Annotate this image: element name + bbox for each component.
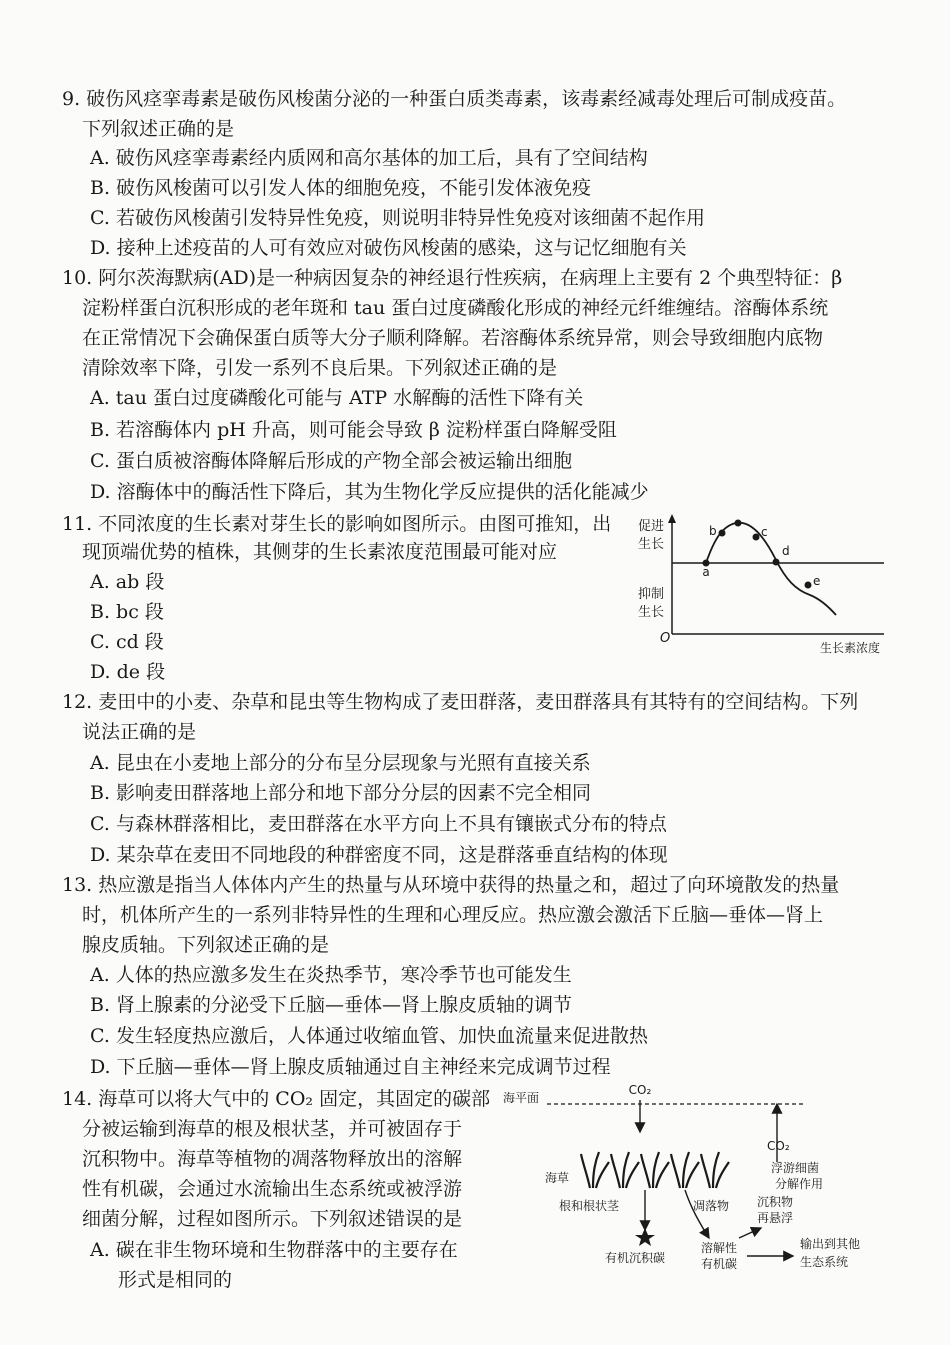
seagrass-plant-4 [671, 1152, 699, 1188]
graph-ylabel-promote-1: 促进 [638, 519, 665, 534]
q14-option-a-line1: A. 碳在非生物环境和生物群落中的主要存在 [90, 1239, 458, 1261]
q12-option-c: C. 与森林群落相比，麦田群落在水平方向上不具有镶嵌式分布的特点 [90, 813, 667, 835]
diagram-sea-level-label: 海平面 [503, 1091, 540, 1105]
diagram-bacteria-label-1: 浮游细菌 [771, 1161, 820, 1175]
diagram-doc-label-2: 有机碳 [701, 1257, 738, 1271]
diagram-roots-label: 根和根状茎 [559, 1199, 620, 1213]
q9-option-a: A. 破伤风痉挛毒素经内质网和高尔基体的加工后，具有了空间结构 [90, 147, 648, 169]
seagrass-carbon-diagram [495, 1080, 895, 1290]
q10-option-d: D. 溶酶体中的酶活性下降后，其为生物化学反应提供的活化能减少 [90, 481, 649, 503]
graph-point-peak [735, 520, 742, 527]
diagram-arrow-to-doc [685, 1190, 709, 1238]
q10-option-c: C. 蛋白质被溶酶体降解后形成的产物全部会被运输出细胞 [90, 450, 572, 472]
diagram-co2-top-label: CO₂ [628, 1083, 652, 1097]
q11-option-c: C. cd 段 [90, 631, 164, 653]
q14-option-a-line2: 形式是相同的 [118, 1269, 233, 1291]
q13-option-b: B. 肾上腺素的分泌受下丘脑—垂体—肾上腺皮质轴的调节 [90, 994, 573, 1016]
q12-stem-line1: 12. 麦田中的小麦、杂草和昆虫等生物构成了麦田群落，麦田群落具有其特有的空间结构。下列 [62, 691, 859, 713]
q11-option-b: B. bc 段 [90, 601, 164, 623]
graph-label-b: b [709, 524, 717, 538]
q11-option-a: A. ab 段 [90, 571, 165, 593]
diagram-seagrass-label: 海草 [545, 1171, 570, 1185]
q10-stem-line4: 清除效率下降，引发一系列不良后果。下列叙述正确的是 [82, 357, 558, 379]
q13-stem-line1: 13. 热应激是指当人体体内产生的热量与从环境中获得的热量之和，超过了向环境散发的热量 [62, 874, 840, 896]
seagrass-plant-5 [701, 1152, 729, 1188]
q10-stem-line1: 10. 阿尔茨海默病(AD)是一种病因复杂的神经退行性疾病，在病理上主要有 2 个典型特征：β [62, 267, 843, 289]
q10-stem-line3: 在正常情况下会确保蛋白质等大分子顺利降解。若溶酶体系统异常，则会导致细胞内底物 [82, 327, 824, 349]
graph-label-e: e [813, 574, 821, 588]
q14-stem-line1: 14. 海草可以将大气中的 CO₂ 固定，其固定的碳部 [62, 1088, 491, 1110]
graph-label-c: c [761, 525, 768, 539]
q13-option-d: D. 下丘脑—垂体—肾上腺皮质轴通过自主神经来完成调节过程 [90, 1056, 611, 1078]
diagram-resuspend-label-2: 再悬浮 [757, 1211, 794, 1225]
diagram-co2-right-label: CO₂ [767, 1139, 790, 1153]
q13-option-c: C. 发生轻度热应激后，人体通过收缩血管、加快血流量来促进散热 [90, 1025, 648, 1047]
diagram-organic-sediment-label: 有机沉积碳 [605, 1251, 666, 1265]
q12-option-b: B. 影响麦田群落地上部分和地下部分分层的因素不完全相同 [90, 782, 592, 804]
q9-stem-line2: 下列叙述正确的是 [82, 118, 235, 140]
graph-point-d [773, 559, 780, 566]
q14-stem-line2: 分被运输到海草的根及根状茎，并可被固存于 [82, 1118, 463, 1140]
diagram-resuspend-label-1: 沉积物 [757, 1195, 794, 1209]
q9-option-b: B. 破伤风梭菌可以引发人体的细胞免疫，不能引发体液免疫 [90, 177, 592, 199]
q11-stem-line2: 现顶端优势的植株，其侧芽的生长素浓度范围最可能对应 [82, 541, 558, 563]
q10-option-a: A. tau 蛋白过度磷酸化可能与 ATP 水解酶的活性下降有关 [90, 387, 584, 409]
graph-curve [706, 523, 836, 615]
auxin-growth-graph [630, 510, 890, 660]
q11-option-d: D. de 段 [90, 661, 166, 683]
graph-y-axis-arrow [668, 514, 676, 523]
diagram-export-label-2: 生态系统 [800, 1255, 849, 1269]
diagram-litter-label: 凋落物 [693, 1199, 730, 1213]
graph-point-b [719, 530, 726, 537]
graph-point-e [805, 582, 812, 589]
seagrass-plant-2 [611, 1152, 639, 1188]
graph-xlabel: 生长素浓度 [819, 641, 880, 655]
graph-ylabel-inhibit-2: 生长 [638, 605, 665, 620]
q13-stem-line2: 时，机体所产生的一系列非特异性的生理和心理反应。热应激会激活下丘脑—垂体—肾上 [82, 904, 824, 926]
q10-option-b: B. 若溶酶体内 pH 升高，则可能会导致 β 淀粉样蛋白降解受阻 [90, 419, 617, 441]
seagrass-plant-3 [641, 1152, 669, 1188]
diagram-arrow-doc-resuspend [739, 1228, 761, 1238]
graph-ylabel-promote-2: 生长 [638, 537, 665, 552]
graph-origin: O [660, 631, 671, 646]
graph-label-d: d [782, 544, 790, 558]
q12-option-a: A. 昆虫在小麦地上部分的分布呈分层现象与光照有直接关系 [90, 752, 591, 774]
q12-option-d: D. 某杂草在麦田不同地段的种群密度不同，这是群落垂直结构的体现 [90, 844, 668, 866]
q14-stem-line4: 性有机碳，会通过水流输出生态系统或被浮游 [82, 1178, 463, 1200]
q11-stem-line1: 11. 不同浓度的生长素对芽生长的影响如图所示。由图可推知，出 [62, 513, 612, 535]
q14-stem-line3: 沉积物中。海草等植物的凋落物释放出的溶解 [82, 1148, 463, 1170]
q13-option-a: A. 人体的热应激多发生在炎热季节，寒冷季节也可能发生 [90, 964, 572, 986]
diagram-doc-label-1: 溶解性 [701, 1241, 738, 1255]
graph-ylabel-inhibit-1: 抑制 [638, 587, 665, 602]
q9-stem-line1: 9. 破伤风痉挛毒素是破伤风梭菌分泌的一种蛋白质类毒素，该毒素经减毒处理后可制成疫苗。 [62, 88, 847, 110]
q9-option-c: C. 若破伤风梭菌引发特异性免疫，则说明非特异性免疫对该细菌不起作用 [90, 207, 705, 229]
graph-label-a: a [702, 565, 710, 579]
diagram-export-label-1: 输出到其他 [800, 1237, 861, 1251]
q12-stem-line2: 说法正确的是 [82, 721, 197, 743]
q9-option-d: D. 接种上述疫苗的人可有效应对破伤风梭菌的感染，这与记忆细胞有关 [90, 237, 687, 259]
seagrass-plant-1 [581, 1152, 609, 1188]
q13-stem-line3: 腺皮质轴。下列叙述正确的是 [82, 934, 330, 956]
sediment-star-icon [635, 1228, 655, 1246]
q10-stem-line2: 淀粉样蛋白沉积形成的老年斑和 tau 蛋白过度磷酸化形成的神经元纤维缠结。溶酶体系统 [82, 297, 829, 319]
graph-point-c [753, 534, 760, 541]
q14-stem-line5: 细菌分解，过程如图所示。下列叙述错误的是 [82, 1208, 463, 1230]
diagram-bacteria-label-2: 分解作用 [775, 1177, 824, 1191]
